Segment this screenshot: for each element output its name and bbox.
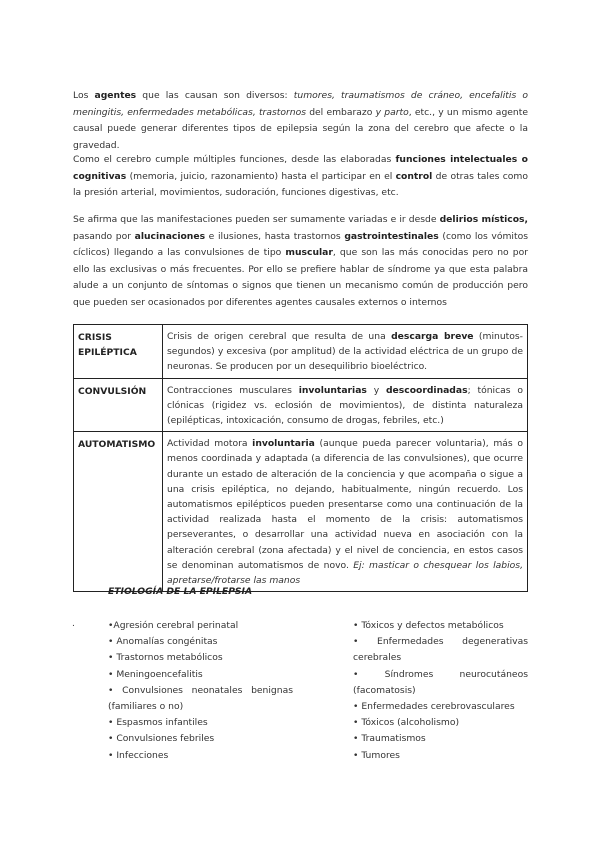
- definitions-table: [73, 324, 528, 592]
- list-item: • Espasmos infantiles: [108, 717, 208, 729]
- table-row: [74, 432, 528, 592]
- list-item: cerebrales: [353, 652, 402, 664]
- term-cell: CRISIS EPILÉPTICA: [74, 325, 163, 379]
- description-cell: Actividad motora involuntaria (aunque pueda parecer voluntaria), más o menos coordinada y adaptada (a diferencia de las convulsiones), que ocurre durante un estado de alteración de la conciencia y que acompaña o sigue a una crisis epiléptica, no dejando, habitualmente, ningún recuerdo. Los automatismos epilépticos pueden presentarse como una continuación de la actividad realizada hasta el momento de la crisis: automatismos perseverantes, o desarrollar una actividad nueva en asociación con la alteración cerebral (zona afectada) y el nivel de conciencia, en estos casos se denominan automatismos de novo. Ej: masticar o chesquear los labios, apretarse/frotarse las manos: [163, 432, 528, 592]
- etiology-list-left: [108, 618, 293, 764]
- list-item: • Convulsiones febriles: [108, 733, 215, 745]
- list-item: (familiares o no): [108, 701, 184, 713]
- list-item: • Trastornos metabólicos: [108, 652, 223, 664]
- etiology-heading: ETIOLOGÍA DE LA EPILEPSIA: [108, 586, 253, 597]
- description-cell: Crisis de origen cerebral que resulta de una descarga breve (minutos-segundos) y excesiva (por amplitud) de la actividad eléctrica de un grupo de neuronas. Se producen por un desequilibrio bioeléctrico.: [163, 325, 528, 379]
- description-cell: Contracciones musculares involuntarias y descoordinadas; tónicas o clónicas (rigidez vs. eclosión de movimientos), de distinta naturaleza (epilépticas, intoxicación, consumo de drogas, febriles, etc.): [163, 378, 528, 432]
- table-row: [74, 378, 528, 432]
- list-item: • Tóxicos (alcoholismo): [353, 717, 460, 729]
- list-item: • Traumatismos: [353, 733, 426, 745]
- stray-dot: .: [72, 619, 75, 629]
- list-item: • Tóxicos y defectos metabólicos: [353, 620, 504, 631]
- list-item: • Enfermedades cerebrovasculares: [353, 701, 515, 713]
- table-row: [74, 325, 528, 379]
- list-item: (facomatosis): [353, 684, 416, 696]
- list-item: •Agresión cerebral perinatal: [108, 620, 239, 631]
- paragraph-brain-functions: Como el cerebro cumple múltiples funciones, desde las elaboradas funciones intelectuales o cognitivas (memoria, juicio, razonamiento) hasta el participar en el control de otras tales como la presión arterial, movimientos, sudoración, funciones digestivas, etc.: [73, 154, 528, 198]
- list-item: • Anomalías congénitas: [108, 636, 218, 648]
- list-item: • Infecciones: [108, 749, 169, 761]
- list-item: • Tumores: [353, 749, 400, 761]
- term-cell: CONVULSIÓN: [74, 378, 163, 432]
- list-item: • Enfermedades degenerativas: [353, 636, 528, 648]
- paragraph-agents: Los agentes que las causan son diversos: tumores, traumatismos de cráneo, encefalitis o meningitis, enfermedades metabólicas, trastornos del embarazo y parto, etc., y un mismo agente causal puede generar diferentes tipos de epilepsia según la zona del cerebro que afecte o la gravedad.: [73, 90, 529, 151]
- list-item: • Síndromes neurocutáneos: [353, 668, 528, 680]
- list-item: • Convulsiones neonatales benignas: [108, 684, 293, 696]
- term-cell: AUTOMATISMO: [74, 432, 163, 592]
- list-item: • Meningoencefalitis: [108, 668, 203, 680]
- etiology-list-right: [353, 618, 528, 764]
- paragraph-manifestations: Se afirma que las manifestaciones pueden ser sumamente variadas e ir desde delirios místicos, pasando por alucinaciones e ilusiones, hasta trastornos gastrointestinales (como los vómitos cíclicos) llegando a las convulsiones de tipo muscular, que son las más conocidas pero no por ello las exclusivas o más frecuentes. Por ello se prefiere hablar de síndrome ya que esta palabra alude a un conjunto de síntomas o signos que tienen un mecanismo común de producción pero que pueden ser ocasionados por diferentes agentes causales externos o internos: [73, 214, 529, 308]
